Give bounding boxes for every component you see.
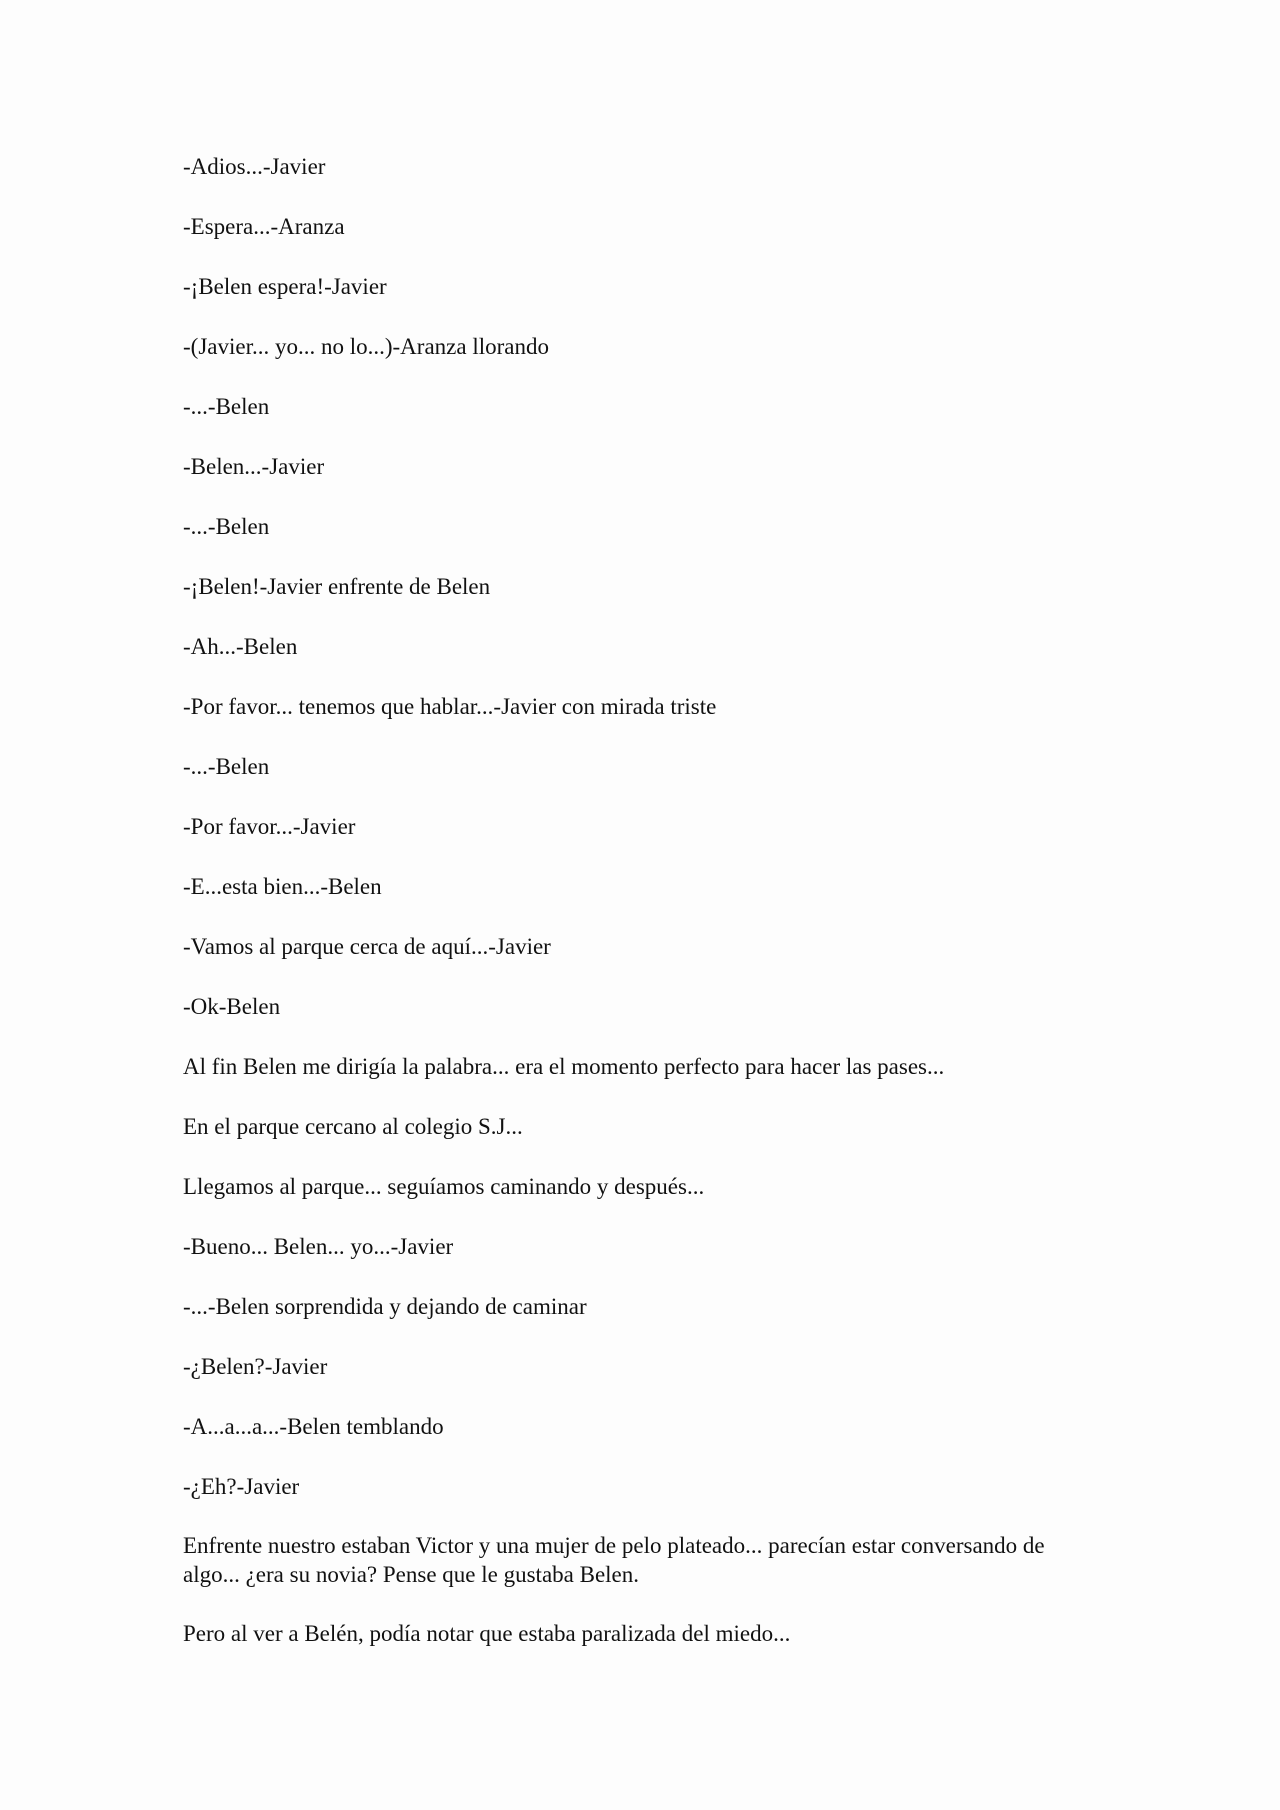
dialog-line: -Vamos al parque cerca de aquí...-Javier (183, 934, 551, 959)
dialog-line: -¡Belen espera!-Javier (183, 274, 387, 299)
dialog-line: -...-Belen sorprendida y dejando de caminar (183, 1294, 587, 1319)
dialog-line: -Ah...-Belen (183, 634, 298, 659)
dialog-line: -Espera...-Aranza (183, 214, 345, 239)
document-body (183, 151, 1083, 1678)
narration-line: En el parque cercano al colegio S.J... (183, 1114, 523, 1139)
dialog-line: -...-Belen (183, 754, 270, 779)
narration-paragraph: Pero al ver a Belén, podía notar que estaba paralizada del miedo... (183, 1621, 791, 1646)
dialog-line: -Ok-Belen (183, 994, 281, 1019)
dialog-line: -Bueno... Belen... yo...-Javier (183, 1234, 454, 1259)
narration-line: Al fin Belen me dirigía la palabra... era el momento perfecto para hacer las pases... (183, 1054, 945, 1079)
dialog-line: -A...a...a...-Belen temblando (183, 1414, 444, 1439)
narration-paragraph: Enfrente nuestro estaban Victor y una mujer de pelo plateado... parecían estar conversando de algo... ¿era su novia? Pense que le gustaba Belen. (183, 1533, 1045, 1587)
dialog-line: -...-Belen (183, 394, 270, 419)
dialog-line: -E...esta bien...-Belen (183, 874, 382, 899)
dialog-line: -Belen...-Javier (183, 454, 325, 479)
dialog-line: -Por favor... tenemos que hablar...-Javier con mirada triste (183, 694, 717, 719)
dialog-line: -Por favor...-Javier (183, 814, 356, 839)
dialog-line: -¿Belen?-Javier (183, 1354, 328, 1379)
dialog-line: -¿Eh?-Javier (183, 1474, 300, 1499)
dialog-line: -(Javier... yo... no lo...)-Aranza llorando (183, 334, 549, 359)
narration-line: Llegamos al parque... seguíamos caminando y después... (183, 1174, 705, 1199)
dialog-line: -Adios...-Javier (183, 154, 326, 179)
dialog-line: -...-Belen (183, 514, 270, 539)
dialog-line: -¡Belen!-Javier enfrente de Belen (183, 574, 491, 599)
